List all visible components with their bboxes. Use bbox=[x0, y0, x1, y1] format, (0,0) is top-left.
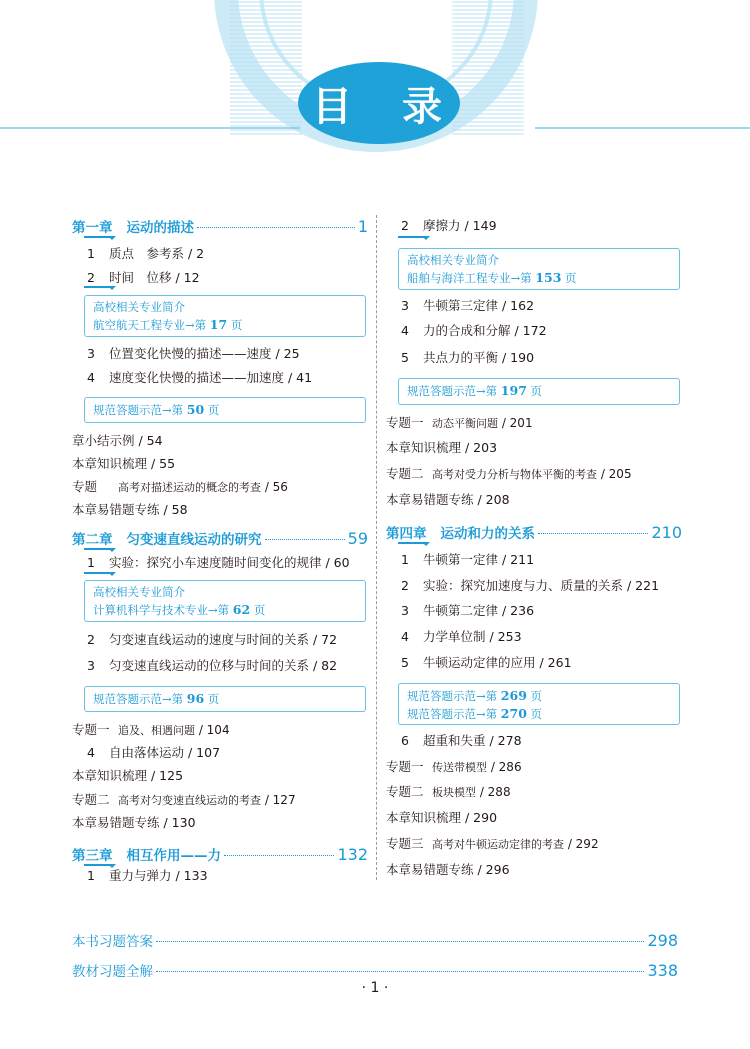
entry-text: 摩擦力 / 149 bbox=[423, 218, 497, 233]
topic-page: / 127 bbox=[261, 793, 296, 807]
topic-label: 专题一 bbox=[386, 759, 424, 774]
toc-entry[interactable] bbox=[72, 244, 368, 262]
topic-label: 专题 bbox=[72, 479, 98, 494]
answer-demo-box: 规范答题示范→第 50 页 bbox=[84, 397, 366, 423]
entry-text: 质点 参考系 / 2 bbox=[109, 246, 205, 261]
topic-title: 传送带模型 bbox=[432, 761, 487, 774]
toc-entry[interactable]: 本章易错题专练 / 208 bbox=[386, 492, 510, 507]
entry-number: 1 bbox=[87, 555, 95, 570]
answer-demo-box: 规范答题示范→第 197 页 bbox=[398, 378, 680, 405]
toc-entry[interactable]: 本章易错题专练 / 130 bbox=[72, 815, 196, 830]
textbook-label: 教材习题全解 bbox=[72, 964, 153, 980]
entry-number: 4 bbox=[401, 323, 409, 338]
textbook-page: 338 bbox=[647, 961, 678, 980]
dot-leader bbox=[156, 941, 644, 942]
toc-topic[interactable] bbox=[386, 782, 682, 800]
toc-entry[interactable] bbox=[72, 268, 368, 286]
toc-chapter-1[interactable] bbox=[72, 216, 368, 236]
box-reference: 航空航天工程专业→第 17 页 bbox=[93, 317, 243, 332]
toc-entry[interactable] bbox=[72, 368, 368, 386]
page-title: 目 录 bbox=[298, 62, 460, 144]
toc-entry[interactable] bbox=[386, 550, 682, 568]
toc-entry[interactable]: 本章知识梳理 / 290 bbox=[386, 810, 498, 825]
chapter-title: 运动的描述 bbox=[126, 220, 194, 236]
topic-page: / 288 bbox=[476, 785, 511, 799]
chapter-page: 132 bbox=[337, 845, 368, 864]
toc-chapter-4[interactable] bbox=[386, 522, 682, 542]
toc-entry[interactable]: 本章知识梳理 / 203 bbox=[386, 440, 498, 455]
topic-label: 专题三 bbox=[386, 836, 424, 851]
topic-page: / 286 bbox=[487, 760, 522, 774]
chapter-title: 相互作用——力 bbox=[126, 848, 221, 864]
entry-text: 牛顿运动定律的应用 / 261 bbox=[423, 655, 572, 670]
entry-number: 3 bbox=[401, 603, 409, 618]
topic-page: / 292 bbox=[564, 837, 599, 851]
entry-text: 重力与弹力 / 133 bbox=[109, 868, 208, 883]
entry-number: 3 bbox=[87, 346, 95, 361]
entry-marker bbox=[84, 572, 114, 574]
toc-topic[interactable] bbox=[72, 477, 368, 495]
topic-title: 高考对牛顿运动定律的考查 bbox=[432, 838, 564, 851]
toc-entry[interactable] bbox=[72, 630, 368, 648]
entry-text: 匀变速直线运动的速度与时间的关系 / 72 bbox=[109, 632, 338, 647]
dot-leader bbox=[156, 971, 644, 972]
topic-title: 高考对描述运动的概念的考查 bbox=[118, 481, 261, 494]
topic-label: 专题一 bbox=[72, 722, 110, 737]
answer-demo-box: 规范答题示范→第 96 页 bbox=[84, 686, 366, 712]
entry-text: 时间 位移 / 12 bbox=[109, 270, 200, 285]
entry-marker bbox=[84, 286, 114, 288]
box-reference: 计算机科学与技术专业→第 62 页 bbox=[93, 602, 266, 617]
entry-number: 1 bbox=[87, 868, 95, 883]
entry-text: 位置变化快慢的描述——速度 / 25 bbox=[109, 346, 300, 361]
topic-page: / 205 bbox=[597, 467, 632, 481]
dot-leader bbox=[224, 855, 334, 856]
major-intro-box bbox=[84, 295, 366, 337]
entry-number: 4 bbox=[87, 745, 95, 760]
chapter-title: 运动和力的关系 bbox=[440, 526, 535, 542]
box-heading: 高校相关专业简介 bbox=[93, 585, 185, 599]
topic-title: 动态平衡问题 bbox=[432, 417, 498, 430]
toc-entry[interactable]: 本章易错题专练 / 58 bbox=[72, 502, 188, 517]
entry-number: 2 bbox=[401, 218, 409, 233]
toc-textbook-solutions[interactable] bbox=[72, 960, 678, 980]
box-heading: 高校相关专业简介 bbox=[93, 300, 185, 314]
chapter-page: 59 bbox=[347, 529, 368, 548]
toc-entry[interactable]: 本章易错题专练 / 296 bbox=[386, 862, 510, 877]
topic-title: 高考对受力分析与物体平衡的考查 bbox=[432, 468, 597, 481]
toc-entry[interactable] bbox=[72, 553, 368, 571]
toc-entry[interactable]: 本章知识梳理 / 125 bbox=[72, 768, 184, 783]
entry-text: 自由落体运动 / 107 bbox=[109, 745, 221, 760]
chapter-marker bbox=[398, 542, 428, 544]
toc-topic[interactable] bbox=[386, 464, 682, 482]
toc-entry[interactable] bbox=[386, 653, 682, 671]
toc-entry[interactable] bbox=[386, 296, 682, 314]
box-reference-1: 规范答题示范→第 269 页 bbox=[407, 688, 543, 703]
entry-number: 3 bbox=[87, 658, 95, 673]
toc-entry[interactable] bbox=[72, 743, 368, 761]
entry-text: 匀变速直线运动的位移与时间的关系 / 82 bbox=[109, 658, 338, 673]
box-reference-2: 规范答题示范→第 270 页 bbox=[407, 706, 543, 721]
toc-entry[interactable] bbox=[72, 866, 368, 884]
topic-title: 追及、相遇问题 bbox=[118, 724, 195, 737]
major-intro-box bbox=[398, 248, 680, 290]
entry-number: 1 bbox=[401, 552, 409, 567]
topic-label: 专题一 bbox=[386, 415, 424, 430]
entry-text: 力的合成和分解 / 172 bbox=[423, 323, 547, 338]
toc-entry[interactable] bbox=[72, 656, 368, 674]
entry-number: 4 bbox=[87, 370, 95, 385]
topic-label: 专题二 bbox=[386, 784, 424, 799]
topic-page: / 56 bbox=[261, 480, 288, 494]
toc-entry[interactable] bbox=[386, 731, 682, 749]
dot-leader bbox=[197, 227, 355, 228]
chapter-label: 第二章 bbox=[72, 532, 113, 548]
box-reference: 船舶与海洋工程专业→第 153 页 bbox=[407, 270, 577, 285]
entry-text: 牛顿第三定律 / 162 bbox=[423, 298, 535, 313]
toc-topic[interactable] bbox=[72, 720, 368, 738]
toc-topic[interactable] bbox=[72, 790, 368, 808]
dot-leader bbox=[265, 539, 345, 540]
toc-entry[interactable]: 本章知识梳理 / 55 bbox=[72, 456, 176, 471]
entry-marker bbox=[398, 236, 428, 238]
chapter-marker bbox=[84, 548, 114, 550]
topic-title: 高考对匀变速直线运动的考查 bbox=[118, 794, 261, 807]
entry-number: 5 bbox=[401, 655, 409, 670]
toc-entry[interactable] bbox=[386, 216, 682, 234]
entry-number: 6 bbox=[401, 733, 409, 748]
toc-entry[interactable] bbox=[72, 344, 368, 362]
topic-title: 板块模型 bbox=[432, 786, 476, 799]
toc-entry[interactable]: 章小结示例 / 54 bbox=[72, 433, 163, 448]
page-number: · 1 · bbox=[361, 980, 389, 996]
toc-topic[interactable] bbox=[386, 834, 682, 852]
toc-entry[interactable] bbox=[386, 348, 682, 366]
chapter-title: 匀变速直线运动的研究 bbox=[126, 532, 262, 548]
chapter-page: 1 bbox=[357, 217, 368, 236]
entry-number: 1 bbox=[87, 246, 95, 261]
toc-entry[interactable] bbox=[386, 627, 682, 645]
entry-number: 5 bbox=[401, 350, 409, 365]
entry-number: 2 bbox=[87, 632, 95, 647]
entry-number: 2 bbox=[401, 578, 409, 593]
toc-topic[interactable] bbox=[386, 757, 682, 775]
topic-page: / 201 bbox=[498, 416, 533, 430]
answer-demo-box bbox=[398, 683, 680, 725]
dot-leader bbox=[538, 533, 648, 534]
chapter-page: 210 bbox=[651, 523, 682, 542]
toc-entry[interactable] bbox=[386, 576, 682, 594]
toc-topic[interactable] bbox=[386, 413, 682, 431]
entry-text: 速度变化快慢的描述——加速度 / 41 bbox=[109, 370, 313, 385]
topic-label: 专题二 bbox=[386, 466, 424, 481]
header-decoration bbox=[0, 0, 750, 170]
toc-chapter-2[interactable] bbox=[72, 528, 368, 548]
box-heading: 高校相关专业简介 bbox=[407, 253, 499, 267]
answers-label: 本书习题答案 bbox=[72, 934, 153, 950]
entry-text: 共点力的平衡 / 190 bbox=[423, 350, 535, 365]
entry-text: 超重和失重 / 278 bbox=[423, 733, 522, 748]
chapter-label: 第四章 bbox=[386, 526, 427, 542]
chapter-marker bbox=[84, 236, 114, 238]
entry-text: 牛顿第二定律 / 236 bbox=[423, 603, 535, 618]
chapter-label: 第三章 bbox=[72, 848, 113, 864]
entry-text: 实验：探究加速度与力、质量的关系 / 221 bbox=[423, 578, 660, 593]
column-divider bbox=[376, 215, 377, 880]
chapter-label: 第一章 bbox=[72, 220, 113, 236]
topic-label: 专题二 bbox=[72, 792, 110, 807]
toc-chapter-3[interactable] bbox=[72, 844, 368, 864]
toc-entry[interactable] bbox=[386, 601, 682, 619]
answers-page: 298 bbox=[647, 931, 678, 950]
topic-page: / 104 bbox=[195, 723, 230, 737]
entry-number: 2 bbox=[87, 270, 95, 285]
entry-text: 力学单位制 / 253 bbox=[423, 629, 522, 644]
entry-text: 实验：探究小车速度随时间变化的规律 / 60 bbox=[109, 555, 350, 570]
entry-text: 牛顿第一定律 / 211 bbox=[423, 552, 535, 567]
entry-number: 4 bbox=[401, 629, 409, 644]
toc-entry[interactable] bbox=[386, 321, 682, 339]
major-intro-box bbox=[84, 580, 366, 622]
toc-answers[interactable] bbox=[72, 930, 678, 950]
entry-number: 3 bbox=[401, 298, 409, 313]
